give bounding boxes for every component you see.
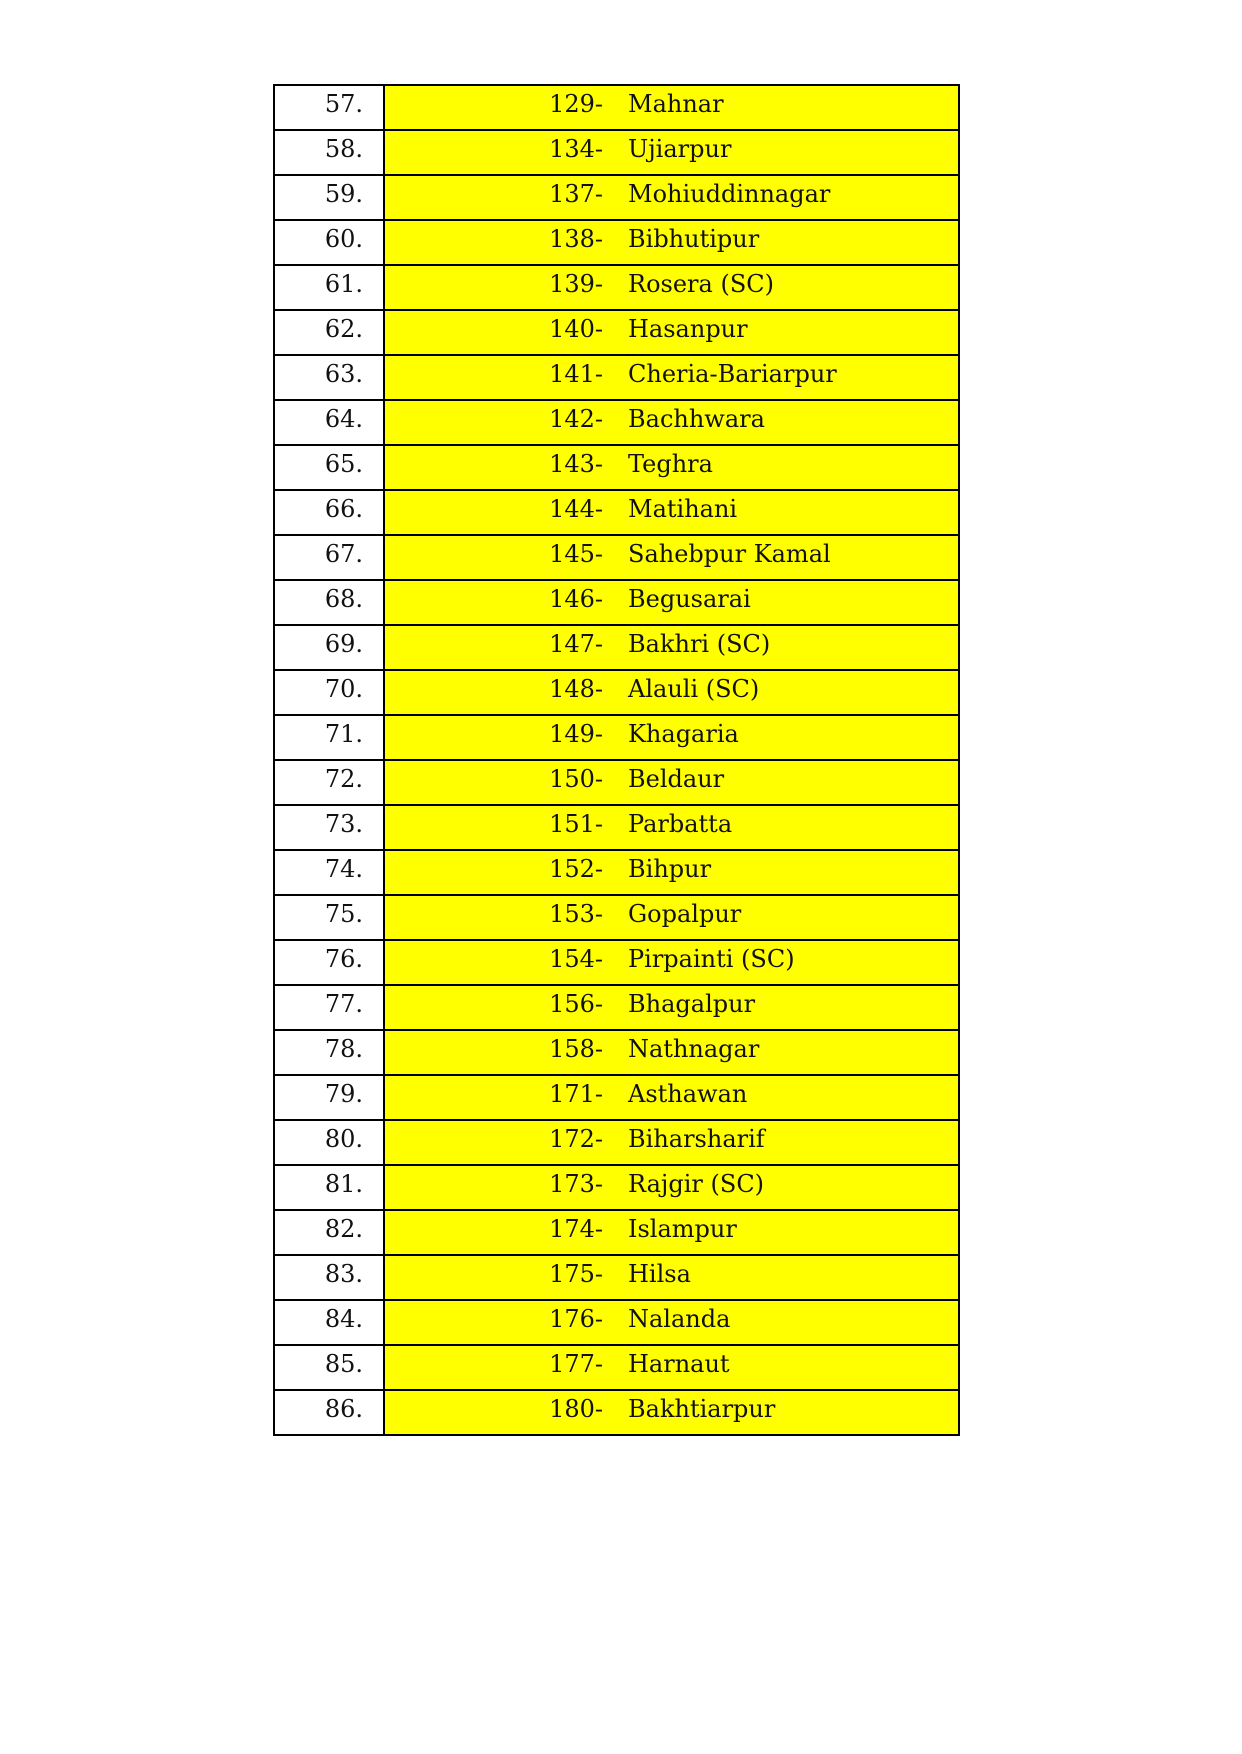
serial-number-cell: 86.: [274, 1390, 384, 1435]
constituency-number: 129-: [549, 90, 603, 118]
table-row: [274, 310, 959, 355]
table-row: [274, 670, 959, 715]
table-row: [274, 1390, 959, 1435]
constituency-name: Khagaria: [628, 720, 739, 748]
constituency-cell: [384, 1300, 959, 1345]
constituency-number: 145-: [549, 540, 603, 568]
constituency-name: Rajgir (SC): [628, 1170, 765, 1198]
serial-number-cell: 69.: [274, 625, 384, 670]
serial-number-cell: 82.: [274, 1210, 384, 1255]
table-row: [274, 265, 959, 310]
serial-number-cell: 63.: [274, 355, 384, 400]
constituency-name: Biharsharif: [628, 1125, 765, 1153]
table-row: [274, 625, 959, 670]
table-row: [274, 1255, 959, 1300]
constituency-cell: [384, 220, 959, 265]
constituency-cell: [384, 670, 959, 715]
table-row: [274, 1030, 959, 1075]
constituency-name: Mahnar: [628, 90, 724, 118]
serial-number-cell: 80.: [274, 1120, 384, 1165]
constituency-name: Nalanda: [628, 1305, 731, 1333]
serial-number-cell: 70.: [274, 670, 384, 715]
constituency-number: 144-: [549, 495, 603, 523]
constituency-number: 150-: [549, 765, 603, 793]
constituency-cell: [384, 1120, 959, 1165]
constituency-number: 180-: [549, 1395, 603, 1423]
serial-number-cell: 85.: [274, 1345, 384, 1390]
table-row: [274, 85, 959, 130]
table-row: [274, 220, 959, 265]
constituency-cell: [384, 1255, 959, 1300]
constituency-name: Hasanpur: [628, 315, 748, 343]
constituency-number: 154-: [549, 945, 603, 973]
constituency-name: Teghra: [628, 450, 713, 478]
constituency-cell: [384, 310, 959, 355]
constituency-name: Bihpur: [628, 855, 712, 883]
serial-number-cell: 74.: [274, 850, 384, 895]
constituency-cell: [384, 490, 959, 535]
serial-number-cell: 77.: [274, 985, 384, 1030]
serial-number-cell: 67.: [274, 535, 384, 580]
constituency-cell: [384, 760, 959, 805]
constituency-number: 149-: [549, 720, 603, 748]
constituency-number: 139-: [549, 270, 603, 298]
table-row: [274, 985, 959, 1030]
constituency-name: Islampur: [628, 1215, 737, 1243]
constituency-cell: [384, 940, 959, 985]
serial-number-cell: 60.: [274, 220, 384, 265]
constituency-name: Pirpainti (SC): [628, 945, 795, 973]
constituency-name: Matihani: [628, 495, 738, 523]
table-row: [274, 1345, 959, 1390]
serial-number-cell: 73.: [274, 805, 384, 850]
table-row: [274, 175, 959, 220]
serial-number-cell: 81.: [274, 1165, 384, 1210]
serial-number-cell: 58.: [274, 130, 384, 175]
serial-number-cell: 78.: [274, 1030, 384, 1075]
serial-number-cell: 75.: [274, 895, 384, 940]
constituency-cell: [384, 1210, 959, 1255]
serial-number-cell: 71.: [274, 715, 384, 760]
constituency-number: 134-: [549, 135, 603, 163]
serial-number-cell: 84.: [274, 1300, 384, 1345]
constituency-cell: [384, 400, 959, 445]
table-row: [274, 400, 959, 445]
constituency-name: Nathnagar: [628, 1035, 760, 1063]
serial-number-cell: 57.: [274, 85, 384, 130]
constituency-name: Bachhwara: [628, 405, 765, 433]
constituency-name: Parbatta: [628, 810, 733, 838]
constituency-name: Bhagalpur: [628, 990, 756, 1018]
constituency-number: 140-: [549, 315, 603, 343]
table-row: [274, 715, 959, 760]
constituency-name: Ujiarpur: [628, 135, 732, 163]
constituency-cell: [384, 85, 959, 130]
serial-number-cell: 68.: [274, 580, 384, 625]
constituency-number: 171-: [549, 1080, 603, 1108]
constituency-cell: [384, 715, 959, 760]
constituency-name: Alauli (SC): [628, 675, 760, 703]
constituency-number: 158-: [549, 1035, 603, 1063]
constituency-name: Sahebpur Kamal: [628, 540, 831, 568]
constituency-number: 141-: [549, 360, 603, 388]
constituency-name: Cheria-Bariarpur: [628, 360, 837, 388]
table-row: [274, 445, 959, 490]
constituency-number: 174-: [549, 1215, 603, 1243]
constituency-cell: [384, 445, 959, 490]
constituency-name: Gopalpur: [628, 900, 742, 928]
constituency-cell: [384, 1030, 959, 1075]
constituency-cell: [384, 1390, 959, 1435]
constituency-cell: [384, 985, 959, 1030]
constituency-cell: [384, 175, 959, 220]
table-row: [274, 760, 959, 805]
serial-number-cell: 66.: [274, 490, 384, 535]
serial-number-cell: 65.: [274, 445, 384, 490]
constituency-cell: [384, 1345, 959, 1390]
constituency-cell: [384, 355, 959, 400]
constituency-name: Bakhtiarpur: [628, 1395, 776, 1423]
constituency-name: Bakhri (SC): [628, 630, 771, 658]
constituency-number: 138-: [549, 225, 603, 253]
constituency-number: 153-: [549, 900, 603, 928]
constituency-cell: [384, 1075, 959, 1120]
table-body: [274, 85, 959, 1435]
table-row: [274, 535, 959, 580]
constituency-cell: [384, 850, 959, 895]
serial-number-cell: 72.: [274, 760, 384, 805]
serial-number-cell: 62.: [274, 310, 384, 355]
serial-number-cell: 64.: [274, 400, 384, 445]
table-row: [274, 805, 959, 850]
constituency-number: 137-: [549, 180, 603, 208]
constituency-cell: [384, 1165, 959, 1210]
serial-number-cell: 59.: [274, 175, 384, 220]
constituency-cell: [384, 535, 959, 580]
constituency-number: 151-: [549, 810, 603, 838]
constituency-table: [273, 84, 960, 1436]
table-row: [274, 1300, 959, 1345]
constituency-number: 152-: [549, 855, 603, 883]
constituency-name: Mohiuddinnagar: [628, 180, 831, 208]
constituency-cell: [384, 580, 959, 625]
table-row: [274, 355, 959, 400]
constituency-number: 156-: [549, 990, 603, 1018]
table-row: [274, 850, 959, 895]
table-row: [274, 1210, 959, 1255]
constituency-number: 176-: [549, 1305, 603, 1333]
table-row: [274, 490, 959, 535]
constituency-cell: [384, 130, 959, 175]
constituency-cell: [384, 625, 959, 670]
serial-number-cell: 83.: [274, 1255, 384, 1300]
constituency-name: Harnaut: [628, 1350, 730, 1378]
table-row: [274, 1165, 959, 1210]
constituency-cell: [384, 895, 959, 940]
constituency-number: 148-: [549, 675, 603, 703]
constituency-name: Begusarai: [628, 585, 751, 613]
constituency-cell: [384, 805, 959, 850]
constituency-name: Beldaur: [628, 765, 725, 793]
constituency-name: Hilsa: [628, 1260, 691, 1288]
table-row: [274, 940, 959, 985]
constituency-cell: [384, 265, 959, 310]
table-row: [274, 1075, 959, 1120]
constituency-number: 142-: [549, 405, 603, 433]
table-row: [274, 1120, 959, 1165]
constituency-name: Bibhutipur: [628, 225, 760, 253]
table-row: [274, 130, 959, 175]
constituency-name: Rosera (SC): [628, 270, 774, 298]
serial-number-cell: 61.: [274, 265, 384, 310]
constituency-number: 172-: [549, 1125, 603, 1153]
serial-number-cell: 79.: [274, 1075, 384, 1120]
constituency-number: 143-: [549, 450, 603, 478]
constituency-number: 147-: [549, 630, 603, 658]
serial-number-cell: 76.: [274, 940, 384, 985]
constituency-name: Asthawan: [628, 1080, 748, 1108]
constituency-number: 177-: [549, 1350, 603, 1378]
constituency-number: 175-: [549, 1260, 603, 1288]
table-row: [274, 580, 959, 625]
constituency-number: 173-: [549, 1170, 603, 1198]
constituency-number: 146-: [549, 585, 603, 613]
table-row: [274, 895, 959, 940]
